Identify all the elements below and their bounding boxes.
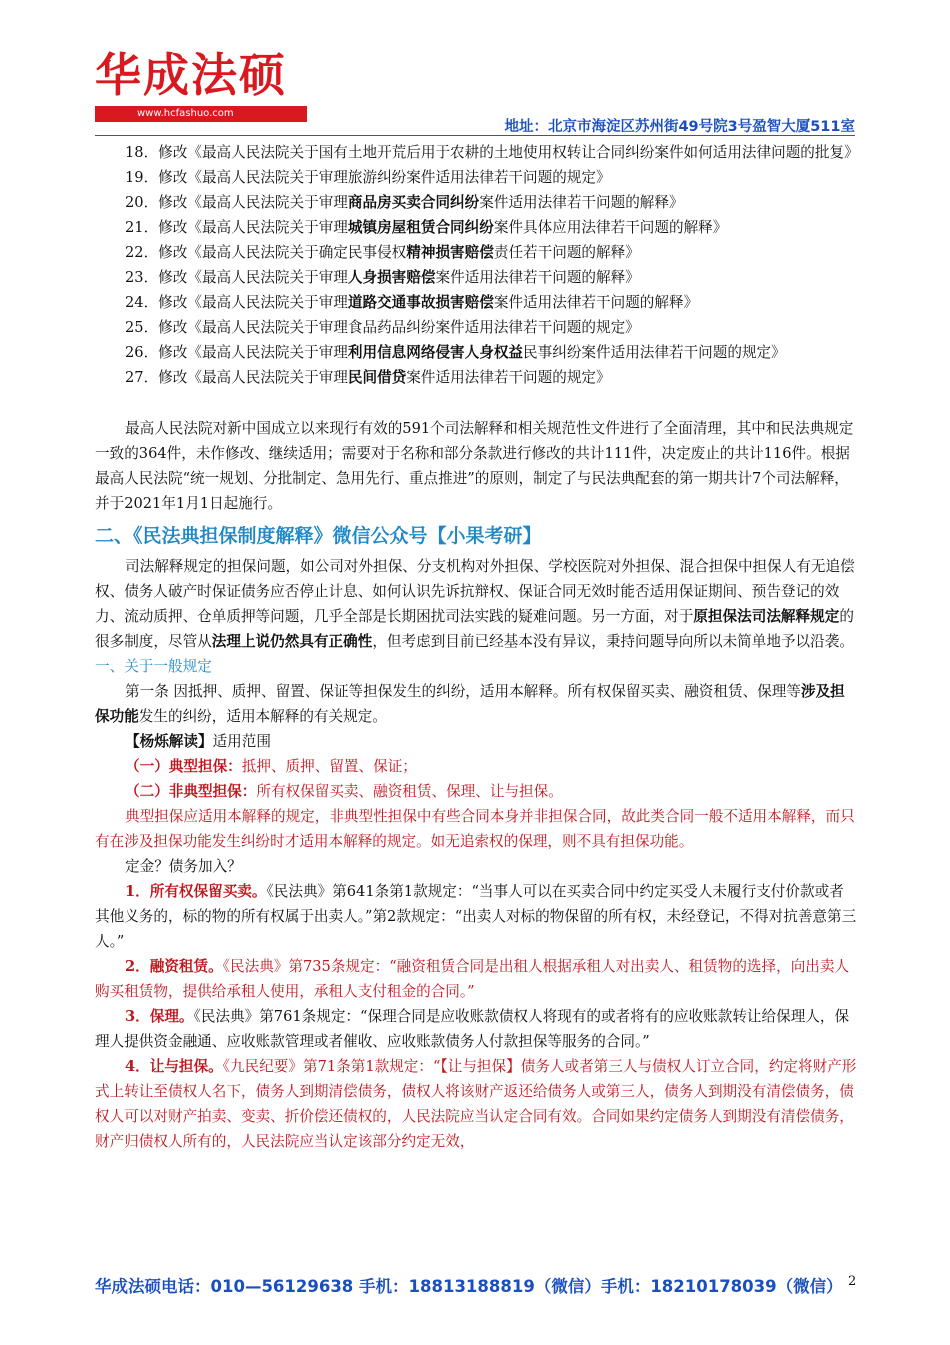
list-item: 27．修改《最高人民法院关于审理民间借贷案件适用法律若干问题的规定》 [125, 369, 611, 386]
section-intro-paragraph: 司法解释规定的担保问题，如公司对外担保、分支机构对外担保、学校医院对外担保、混合担保中担保人有无追偿权、债务人破产时保证债务应否停止计息、如何认识先诉抗辩权、保证合同无效时能否适用保证期间、预告登记的效力、流动质押、仓单质押等问题，几乎全部是长期困扰司法实践的疑难问题。另一方面，对于原担保法司法解释规定的很多制度，尽管从法理上说仍然具有正确性，但考虑到目前已经基本没有异议，秉持问题导向所以未简单地予以沿袭。 [95, 558, 855, 650]
list-item: 18．修改《最高人民法院关于国有土地开荒后用于农耕的土地使用权转让合同纠纷案件如何适用法律问题的批复》 [125, 144, 859, 161]
item-finance-lease: 2．融资租赁。《民法典》第735条规定：“融资租赁合同是出租人根据承租人对出卖人、租赁物的选择，向出卖人购买租赁物，提供给承租人使用，承租人支付租金的合同。” [95, 958, 850, 1000]
list-item: 21．修改《最高人民法院关于审理城镇房屋租赁合同纠纷案件具体应用法律若干问题的解释》 [125, 219, 728, 236]
spacer [95, 390, 857, 416]
page-number: 2 [848, 1274, 857, 1289]
question-line: 定金？债务加入？ [125, 858, 242, 875]
item-factoring: 3．保理。《民法典》第761条规定：“保理合同是应收账款债权人将现有的或者将有的应收账款转让给保理人，保理人提供资金融通、应收账款管理或者催收、应收账款债务人付款担保等服务的合同。” [95, 1008, 850, 1050]
page-body [95, 140, 857, 1154]
summary-paragraph: 最高人民法院对新中国成立以来现行有效的591个司法解释和相关规范性文件进行了全面清理，其中和民法典规定一致的364件，未作修改、继续适用；需要对于名称和部分条款进行修改的共计111件，决定废止的共计116件。根据最高人民法院“统一规划、分批制定、急用先行、重点推进”的原则，制定了与民法典配套的第一期共计7个司法解释，并于2021年1月1日起施行。 [95, 420, 854, 512]
header-divider [95, 135, 855, 136]
amendment-list [95, 140, 857, 390]
atypical-guarantee: （二）非典型担保：所有权保留买卖、融资租赁、保理、让与担保。 [125, 783, 563, 800]
interpretation-title: 【杨烁解读】适用范围 [125, 733, 271, 750]
list-item: 23．修改《最高人民法院关于审理人身损害赔偿案件适用法律若干问题的解释》 [125, 269, 640, 286]
list-item: 24．修改《最高人民法院关于审理道路交通事故损害赔偿案件适用法律若干问题的解释》 [125, 294, 699, 311]
header-address: 地址：北京市海淀区苏州街49号院3号盈智大厦511室 [504, 119, 855, 135]
item-transfer-guarantee: 4．让与担保。《九民纪要》第71条第1款规定：“【让与担保】债务人或者第三人与债权人订立合同，约定将财产形式上转让至债权人名下，债务人到期清偿债务，债权人将该财产返还给债务人或第三人，债务人到期没有清偿债务，债权人可以对财产拍卖、变卖、折价偿还债权的，人民法院应当认定合同有效。合同如果约定债务人到期没有清偿债务，财产归债权人所有的，人民法院应当认定该部分约定无效， [95, 1058, 857, 1150]
list-item: 25．修改《最高人民法院关于审理食品药品纠纷案件适用法律若干问题的规定》 [125, 319, 640, 336]
footer-contact: 华成法硕电话：010—56129638 手机：18813188819（微信）手机：18210178039（微信） [95, 1277, 843, 1296]
logo-text: 华成法硕 [95, 48, 287, 102]
list-item: 20．修改《最高人民法院关于审理商品房买卖合同纠纷案件适用法律若干问题的解释》 [125, 194, 684, 211]
section-heading: 二、《民法典担保制度解释》微信公众号【小果考研】 [95, 525, 542, 547]
applicability-note: 典型担保应适用本解释的规定，非典型性担保中有些合同本身并非担保合同，故此类合同一般不适用本解释，而只有在涉及担保功能发生纠纷时才适用本解释的规定。如无追索权的保理，则不具有担保功能。 [95, 808, 855, 850]
article-1: 第一条 因抵押、质押、留置、保证等担保发生的纠纷，适用本解释。所有权保留买卖、融资租赁、保理等涉及担保功能发生的纠纷，适用本解释的有关规定。 [95, 683, 845, 725]
logo-url: www.hcfashuo.com [95, 106, 307, 122]
list-item: 19．修改《最高人民法院关于审理旅游纠纷案件适用法律若干问题的规定》 [125, 169, 611, 186]
typical-guarantee: （一）典型担保：抵押、质押、留置、保证； [125, 758, 417, 775]
subheading-general-rules: 一、关于一般规定 [95, 658, 212, 675]
item-retention-of-title: 1．所有权保留买卖。《民法典》第641条第1款规定：“当事人可以在买卖合同中约定买受人未履行支付价款或者其他义务的，标的物的所有权属于出卖人。”第2款规定：“出卖人对标的物保留的所有权，未经登记，不得对抗善意第三人。” [95, 883, 857, 950]
logo [95, 44, 305, 122]
list-item: 26．修改《最高人民法院关于审理利用信息网络侵害人身权益民事纠纷案件适用法律若干问题的规定》 [125, 344, 786, 361]
list-item: 22．修改《最高人民法院关于确定民事侵权精神损害赔偿责任若干问题的解释》 [125, 244, 640, 261]
